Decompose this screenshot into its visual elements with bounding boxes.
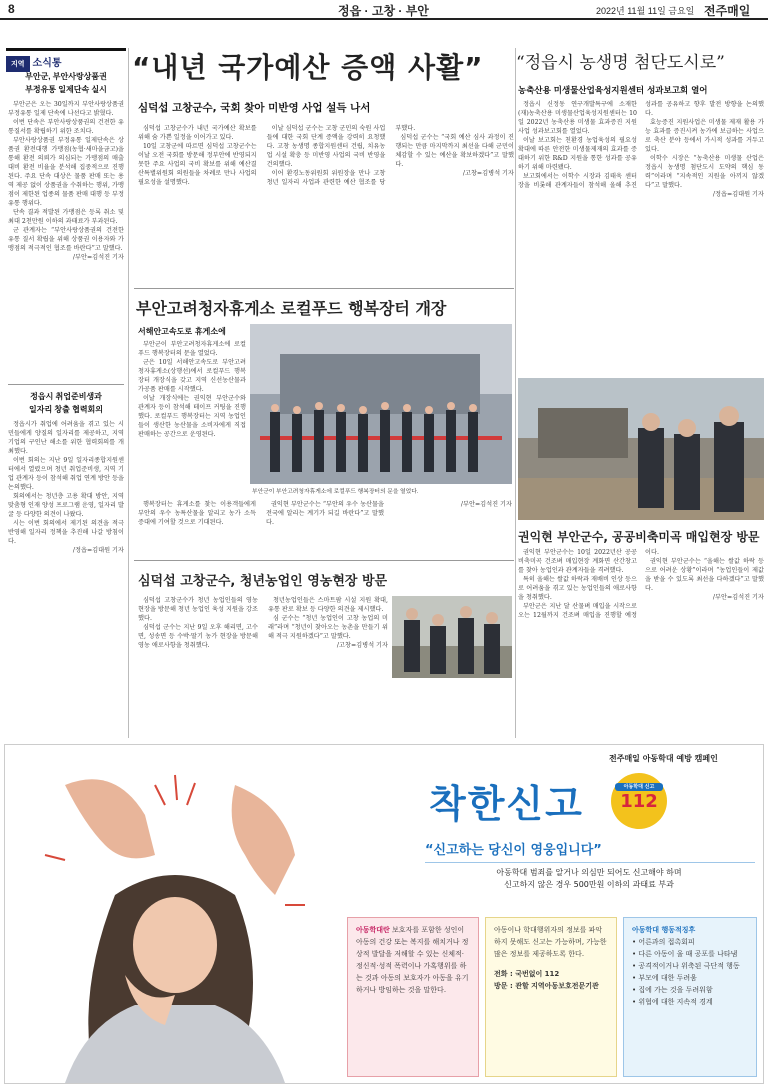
paragraph: 청년농업인들은 스마트팜 시설 지원 확대, 유통 판로 확보 등 다양한 의견을 제시했다. [268, 597, 388, 613]
photo-illustration-icon [518, 378, 764, 520]
feature-body-bottom [138, 500, 512, 556]
campaign-intro [429, 867, 749, 891]
feature-body-left [138, 340, 246, 500]
right2-body [518, 548, 764, 724]
byline: /부안=김석진 기자 [712, 594, 764, 601]
sign-item: • 집에 가는 것을 두려워함 [632, 986, 713, 994]
hotline-badge [611, 773, 667, 829]
phone-label: 전화 : 국번없이 112 [494, 970, 560, 978]
divider [8, 384, 124, 385]
feature-headline: 부안고려청자휴게소 로컬푸드 행복장터 개장 [136, 299, 447, 318]
sign-item-text: 다른 아동이 울 때 공포를 나타냄 [638, 950, 738, 958]
badge-number: 112 [620, 791, 658, 812]
paragraph: 이날 보고회는 친환경 농업육성의 필요성 확대에 따른 안전한 미생물제재의 효과를 증대하기 위한 R&D 지원을 통한 성과를 공유하기 위해 마련됐다. [518, 137, 637, 171]
byline: /고창=김병석 기자 [462, 170, 514, 177]
page-header [0, 0, 768, 20]
byline: /정읍=김대원 기자 [72, 547, 124, 554]
campaign-quote: “신고하는 당신이 영웅입니다” [425, 839, 755, 863]
right-headline: “정읍시 농생명 첨단도시로” [516, 53, 725, 73]
box-title: 아동학대란 [356, 926, 390, 934]
sidebar-headline: 정읍시 취업준비생과 [30, 392, 102, 401]
info-box-report [485, 917, 617, 1077]
photo-illustration-icon [250, 324, 512, 484]
sidebar-headline: 부정유통 일제단속 실시 [25, 85, 107, 94]
badge-label: 아동학대 신고 [615, 783, 663, 791]
box-text: 아동이나 학대행위자의 정보를 파악하지 못해도 신고는 가능하며, 가능한 많은 정보를 제공하도록 한다. [494, 926, 607, 958]
youth-body [138, 596, 388, 736]
sidebar-article-1 [8, 70, 124, 400]
right2-headline: 권익현 부안군수, 공공비축미곡 매입현장 방문 [518, 530, 760, 544]
sign-item-text: 공격적이거나 위축된 극단적 행동 [638, 962, 740, 970]
paragraph: 군 관계자는 “부안사랑상품권의 건전한 유통 질서 확립을 위해 상품권 이용자와 가맹점의 적극적인 협조를 바란다”고 말했다. [8, 227, 124, 252]
paragraph: 효능증진 지원사업은 미생물 제재 활용 가능 효과를 증진시켜 농가에 보급하는 사업으로 축산 분야 등에서 가시적 성과를 거두고 있다. [645, 119, 764, 153]
newspaper-brand: 전주매일 [704, 4, 751, 18]
intro-line: 신고하지 않은 경우 500만원 이하의 과태료 부과 [504, 880, 674, 889]
paragraph: 행복장터는 휴게소를 찾는 이용객들에게 부안의 우수 농특산물을 알리고 농가 소득 증대에 기여할 것으로 기대된다. [138, 501, 256, 526]
ribbon-cutting-photo [250, 324, 512, 484]
sign-item-text: 집에 가는 것을 두려워함 [638, 986, 713, 994]
paragraph: 이어 환경노동위원회 위원장을 만나 고창 청년 일자리 사업과 관련한 예산 협조를 당부했다. [266, 125, 416, 186]
sign-item-text: 위협에 대한 지속적 경계 [638, 998, 713, 1006]
divider [134, 288, 514, 289]
sidebar-tag: 지역 [6, 56, 30, 72]
paragraph: 이번 회의는 지난 9일 일자리종합지원센터에서 열렸으며 청년 취업준비생, 지역 기업 관계자 등이 참석해 취업 연계 방안 등을 논의했다. [8, 457, 124, 491]
photo-caption: 부안군이 부안고려청자휴게소에 로컬푸드 행복장터의 문을 열었다. [252, 489, 419, 495]
sidebar-article-body [8, 100, 124, 400]
column-divider [128, 48, 129, 738]
paragraph: 이학수 시장은 “농축산용 미생물 산업은 정읍시 농생명 첨단도시 도약의 핵심 동력”이라며 “지속적인 지원을 아끼지 않겠다”고 말했다. [645, 155, 764, 189]
sign-item: • 위협에 대한 지속적 경계 [632, 998, 713, 1006]
sidebar-label: 소식통 [32, 58, 62, 69]
paragraph: 심덕섭 고창군수가 청년 농업인들의 영농현장을 방문해 청년 농업인 육성 지원을 강조했다. [138, 597, 258, 622]
feature-subhead: 서해안고속도로 휴게소에 [138, 327, 226, 336]
column-divider [515, 48, 516, 738]
paragraph: 권익현 부안군수는 “부안의 우수 농산물을 전국에 알리는 계기가 되길 바란다”고 말했다. [266, 501, 384, 526]
paragraph: 이날 개장식에는 권익현 부안군수와 관계자 등이 참석해 테이프 커팅을 진행했다. 로컬푸드 행복장터는 지역 농업인들이 생산한 농산물을 소비자에게 직접 판매하는 공간으로 운영된다. [138, 395, 246, 438]
intro-line: 아동학대 범죄를 알거나 의심만 되어도 신고해야 하며 [496, 868, 682, 877]
sign-item-text: 부모에 대한 두려움 [638, 974, 697, 982]
paragraph: 회의에서는 청년층 고용 확대 방안, 지역 맞춤형 인재 양성 프로그램 운영, 일자리 발굴 등 다양한 의견이 나왔다. [8, 493, 124, 518]
sidebar-headline: 일자리 창출 협력회의 [29, 405, 103, 414]
child-illustration-icon [5, 745, 335, 1083]
paragraph: 심덕섭 고창군수가 내년 국가예산 확보를 위해 숨 가쁜 일정을 이어가고 있다. [138, 125, 257, 141]
sidebar-article-body [8, 420, 124, 760]
sign-item-text: 어른과의 접촉회피 [638, 938, 695, 946]
paragraph: 권익현 부안군수는 “올해는 쌀값 하락 등으로 어려운 상황”이라며 “농업인들이 제값을 받을 수 있도록 최선을 다하겠다”고 말했다. [645, 558, 764, 592]
paragraph: 부안사랑상품권 부정유통 일제단속은 상품권 환전대행 가맹점(농협·새마을금고)을 통해 환전 의뢰가 의심되는 가맹점의 매출 대비 환전 비율을 분석해 집중적으로 진행된다. 주요 단속 대상은 물품 판매 또는 용역 제공 없이 상품권을 수취하는 행위, 가맹점이 제한된 업종의 물품 판매 대행 등 부정유통 행위다. [8, 137, 124, 207]
paragraph: 10일 고창군에 따르면 심덕섭 고창군수는 이날 오전 국회를 방문해 정부안에 반영되지 못한 주요 사업의 국비 확보를 위해 예산결산특별위원회 의원들을 차례로 만나 사업의 필요성을 설명했다. [138, 143, 257, 186]
section-title: 정읍 · 고창 · 부안 [338, 4, 429, 18]
paragraph: 이날 심덕섭 군수는 고창 군민의 숙원 사업들에 대한 국회 단계 증액을 강력히 요청했다. 고창 농생명 종합지원센터 건립, 치유농업 시설 확충 등 미반영 사업의 국비 반영을 건의했다. [266, 125, 386, 168]
info-box-signs [623, 917, 757, 1077]
right-subhead: 농축산용 미생물산업육성지원센터 성과보고회 열어 [518, 86, 708, 96]
lead-headline: “내년 국가예산 증액 사활” [132, 51, 484, 84]
paragraph: 권익현 부안군수는 10일 2022년산 공공비축미곡 건조벼 매입현장 계화면 산간창고를 찾아 농업인과 관계자들을 격려했다. [518, 549, 637, 574]
campaign-label: 전주매일 아동학대 예방 캠페인 [609, 754, 718, 763]
lead-body [138, 124, 514, 274]
paragraph: 특히 올해는 쌀값 하락과 재배비 인상 등으로 어려움을 겪고 있는 농업인들의 애로사항을 청취했다. [518, 576, 637, 601]
sidebar-headline: 부안군, 부안사랑상품권 [25, 72, 107, 81]
byline: /부안=김석진 기자 [72, 254, 124, 261]
farm-visit-photo [518, 378, 764, 520]
paragraph: 군은 10일 서해안고속도로 부안고려청자휴게소(상행선)에서 로컬푸드 행복장터 개장식을 갖고 지역 신선농산물과 가공품 판매를 시작했다. [138, 359, 246, 393]
paragraph: 정읍시가 취업에 어려움을 겪고 있는 시민들에게 양질의 일자리를 제공하고, 지역 기업의 구인난 해소를 위한 협력회의를 개최했다. [8, 421, 124, 455]
paragraph: 부안군은 지난 달 산물벼 매입을 시작으로 오는 12월까지 건조벼 매입을 진행할 예정이다. [518, 549, 659, 619]
sign-item: • 어른과의 접촉회피 [632, 938, 695, 946]
youth-headline: 심덕섭 고창군수, 청년농업인 영농현장 방문 [138, 574, 388, 589]
byline: /고창=김병석 기자 [336, 642, 388, 649]
sign-item: • 다른 아동이 울 때 공포를 나타냄 [632, 950, 738, 958]
info-box-definition [347, 917, 479, 1077]
paragraph: 시는 이번 회의에서 제기된 의견을 적극 반영해 일자리 정책을 추진해 나갈 방침이다. [8, 520, 124, 545]
page-number: 8 [8, 2, 15, 16]
paragraph: 이번 단속은 부안사랑상품권의 건전한 유통질서를 확립하기 위한 조치다. [8, 119, 124, 135]
byline: /정읍=김대원 기자 [712, 191, 764, 198]
campaign-title: 착한신고 [429, 782, 584, 826]
paragraph: 심덕섭 군수는 “국회 예산 심사 과정이 진행되는 만큼 마지막까지 최선을 다해 군민이 체감할 수 있는 예산을 확보하겠다”고 말했다. [395, 134, 514, 168]
visit-label: 방문 : 관할 지역아동보호전문기관 [494, 982, 599, 990]
sign-item: • 부모에 대한 두려움 [632, 974, 697, 982]
paragraph: 심덕섭 군수는 지난 9일 오후 해리면, 고수면, 성송면 등 수박·딸기 농가 현장을 방문해 영농 애로사항을 청취했다. [138, 624, 258, 649]
divider [134, 560, 514, 561]
lead-subhead: 심덕섭 고창군수, 국회 찾아 미반영 사업 설득 나서 [138, 102, 371, 114]
box-title: 아동학대 행동적징후 [632, 926, 696, 934]
photo-illustration-icon [392, 596, 512, 678]
paragraph: 보고회에서는 이학수 시장과 김태욱 센터장을 비롯해 관계자들이 참석해 올해 추진 성과를 공유하고 향후 발전 방향을 논의했다. [518, 101, 764, 189]
paragraph: 심 군수는 “청년 농업인이 고창 농업의 미래”라며 “청년이 찾아오는 농촌을 만들기 위해 적극 지원하겠다”고 말했다. [268, 615, 388, 640]
issue-date: 2022년 11월 11일 금요일 [596, 6, 695, 16]
sign-item: • 공격적이거나 위축된 극단적 행동 [632, 962, 740, 970]
paragraph: 부안군이 부안고려청자휴게소에 로컬푸드 행복장터의 문을 열었다. [138, 341, 246, 357]
paragraph: 단속 결과 적발된 가맹점은 등록 취소 및 최대 2천만원 이하의 과태료가 부과된다. [8, 209, 124, 225]
sidebar-article-2 [8, 390, 124, 760]
sidebar-tab [6, 48, 126, 69]
paragraph: 부안군은 오는 30일까지 부안사랑상품권 부정유통 일제 단속에 나선다고 밝혔다. [8, 101, 124, 117]
child-abuse-campaign-ad [4, 744, 764, 1084]
byline: /부안=김석진 기자 [460, 501, 512, 508]
youth-farm-photo [392, 596, 512, 678]
box-text: 보호자를 포함한 성인이 아동의 건강 또는 복지를 해치거나 정상적 발달을 저해할 수 있는 신체적·정신적·성적 폭력이나 가혹행위를 하는 것과 아동의 보호자가 아동을 유기하거나 방임하는 것을 말한다. [356, 926, 469, 994]
paragraph: 정읍시 신정동 연구개발특구에 소재한 (재)농축산용 미생물산업육성지원센터는 10일 2022년 농축산용 미생물 효과증진 지원사업 성과보고회를 열었다. [518, 101, 637, 135]
right-body [518, 100, 764, 370]
